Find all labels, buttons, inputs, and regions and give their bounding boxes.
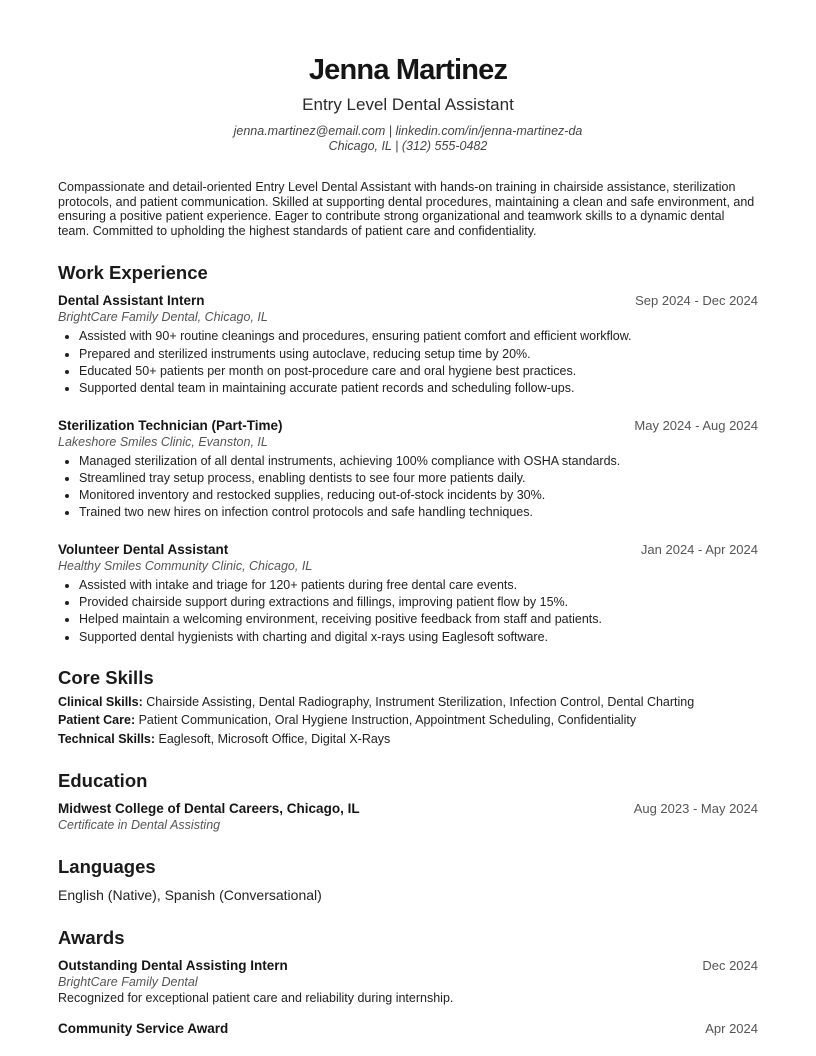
skill-line-patient-care [58,711,758,730]
section-title-awards: Awards [58,927,125,949]
award-date: Dec 2024 [702,958,758,974]
bullet-item: • Provided chairside support during extractions and fillings, improving patient flow by 15%. [79,594,758,611]
bullet-item: • Helped maintain a welcoming environment, receiving positive feedback from staff and patients. [79,611,758,628]
contact-line-email-linkedin: jenna.martinez@email.com | linkedin.com/in/jenna-martinez-da [233,124,583,138]
school-name: Midwest College of Dental Careers, Chicago, IL [58,801,360,817]
entry-dates: Jan 2024 - Apr 2024 [640,541,758,557]
work-entry [58,541,758,646]
skill-values: Eaglesoft, Microsoft Office, Digital X-Rays [158,731,391,746]
skill-line-technical [58,730,758,749]
resume-header [58,53,758,154]
entry-bullets [58,453,758,522]
candidate-name: Jenna Martinez [308,54,508,86]
award-entry [58,1020,758,1037]
section-title-languages: Languages [58,856,156,878]
bullet-item: • Educated 50+ patients per month on post-procedure care and oral hygiene best practices. [79,363,758,380]
languages-text: English (Native), Spanish (Conversational) [58,887,322,904]
entry-bullets [58,328,758,397]
bullet-item: • Prepared and sterilized instruments using autoclave, reducing setup time by 20%. [79,346,758,363]
section-title-core-skills: Core Skills [58,666,154,688]
bullet-item: • Supported dental hygienists with charting and digital x-rays using Eaglesoft software. [79,629,758,646]
skill-category-label: Clinical Skills: [58,694,143,709]
skill-line-clinical [58,693,758,712]
award-title: Community Service Award [58,1021,229,1037]
skill-values: Patient Communication, Oral Hygiene Instruction, Appointment Scheduling, Confidentiality [138,713,637,728]
bullet-item: • Assisted with 90+ routine cleanings and procedures, ensuring patient comfort and efficient workflow. [79,328,758,345]
bullet-item: • Trained two new hires on infection control protocols and safe handling techniques. [79,504,758,521]
bullet-item: • Streamlined tray setup process, enabling dentists to see four more patients daily. [79,470,758,487]
section-title-education: Education [58,770,148,792]
education-dates: Aug 2023 - May 2024 [633,801,758,817]
entry-organization: Lakeshore Smiles Clinic, Evanston, IL [58,434,268,449]
resume-page [58,0,758,1037]
entry-bullets [58,577,758,646]
award-date: Apr 2024 [705,1021,758,1037]
skills-list [58,693,758,749]
bullet-item: • Managed sterilization of all dental instruments, achieving 100% compliance with OSHA standards. [79,453,758,470]
entry-title: Volunteer Dental Assistant [58,541,229,557]
bullet-item: • Assisted with intake and triage for 120+ patients during free dental care events. [79,577,758,594]
section-title-work-experience: Work Experience [58,262,208,284]
bullet-item: • Supported dental team in maintaining accurate patient records and scheduling follow-ups. [79,380,758,397]
award-entry [58,957,758,1006]
entry-organization: BrightCare Family Dental, Chicago, IL [58,310,268,325]
work-entry [58,417,758,522]
education-entry [58,800,758,834]
entry-dates: Sep 2024 - Dec 2024 [635,293,758,309]
skill-values: Chairside Assisting, Dental Radiography, Instrument Sterilization, Infection Control, Dental Charting [146,694,695,709]
contact-line-location-phone: Chicago, IL | (312) 555-0482 [328,139,488,153]
professional-summary: Compassionate and detail-oriented Entry Level Dental Assistant with hands-on training in chairside assistance, sterilization protocols, and patient communication. Skilled at supporting dental procedures, maintaining a clean and safe environment, and ensuring a positive patient experience. Eager to contribute strong organizational and teamwork skills to a dynamic dental team. Committed to upholding the highest standards of patient care and confidentiality. [58,180,755,238]
education-credential: Certificate in Dental Assisting [58,818,221,833]
bullet-item: • Monitored inventory and restocked supplies, reducing out-of-stock incidents by 30%. [79,487,758,504]
award-title: Outstanding Dental Assisting Intern [58,958,288,974]
entry-title: Dental Assistant Intern [58,293,205,309]
skill-category-label: Patient Care: [58,713,136,728]
entry-title: Sterilization Technician (Part-Time) [58,417,283,433]
job-title: Entry Level Dental Assistant [302,95,514,114]
entry-organization: Healthy Smiles Community Clinic, Chicago, IL [58,558,313,573]
work-entry [58,292,758,397]
award-description: Recognized for exceptional patient care and reliability during internship. [58,991,454,1006]
skill-category-label: Technical Skills: [58,731,156,746]
entry-dates: May 2024 - Aug 2024 [634,417,758,433]
award-organization: BrightCare Family Dental [58,975,198,990]
